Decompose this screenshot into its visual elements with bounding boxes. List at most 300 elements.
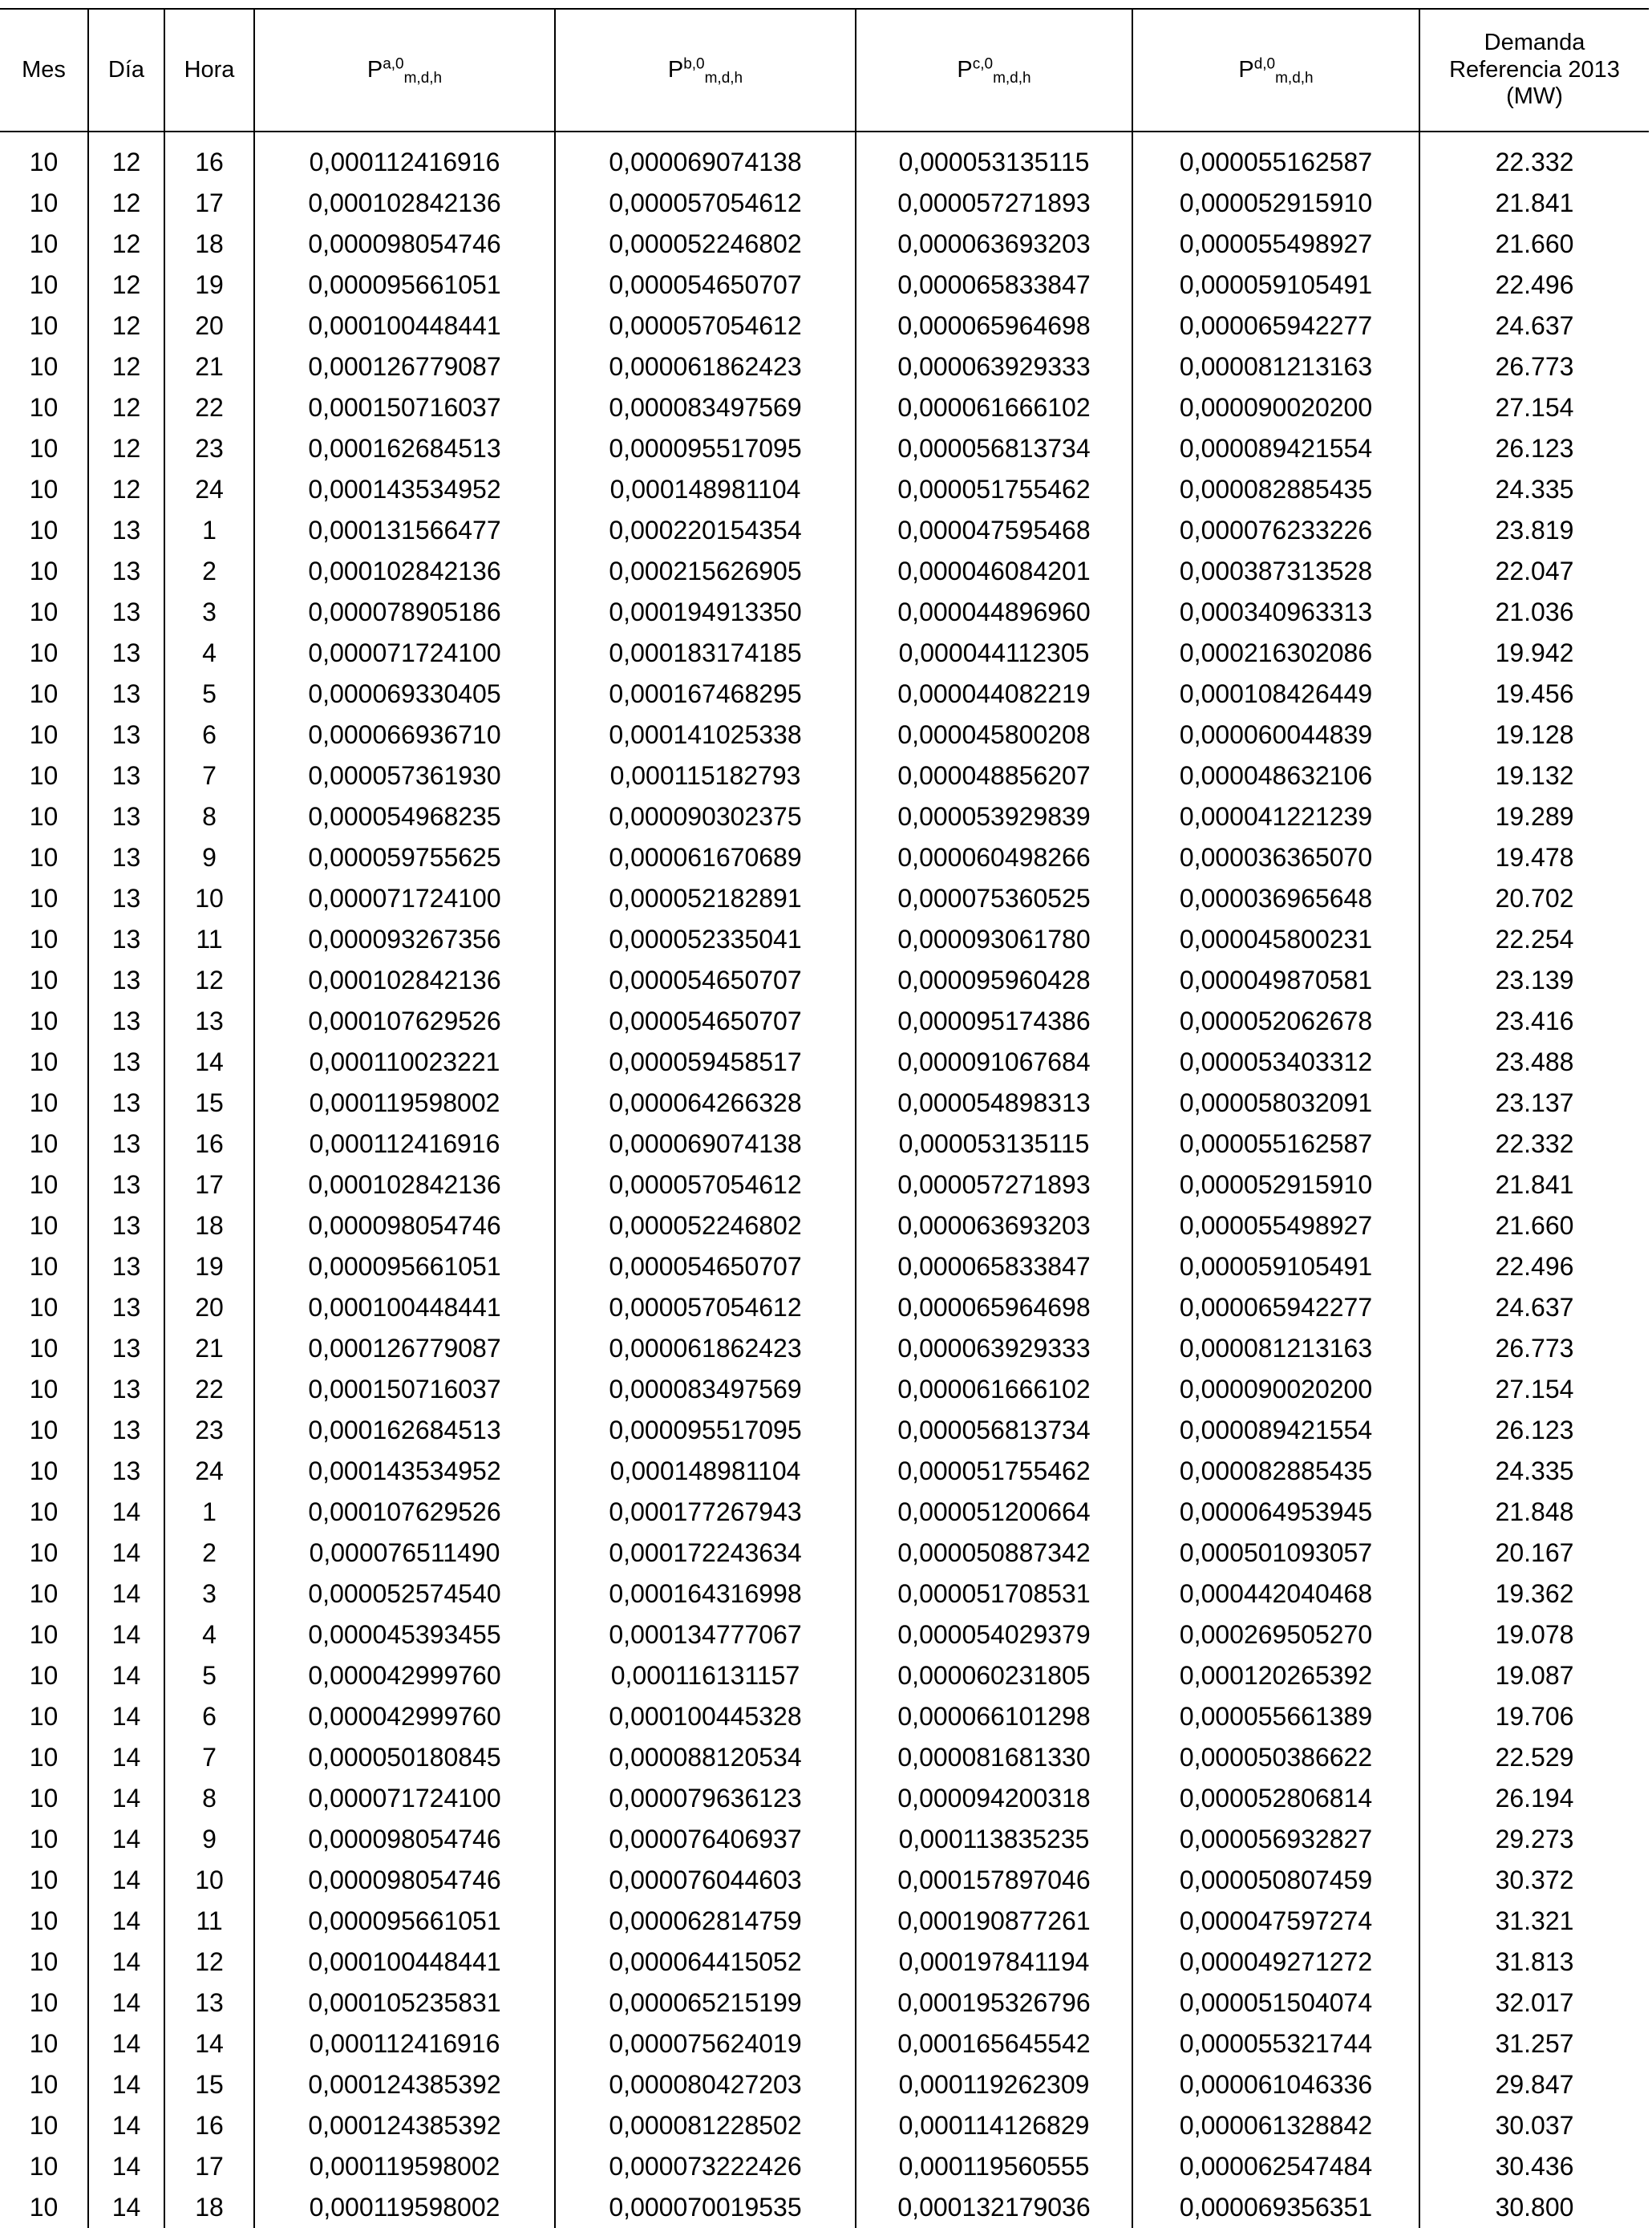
- pc-cell: 0,000063693203: [856, 1205, 1132, 1246]
- hora-cell: 4: [164, 1614, 254, 1655]
- table-row: [0, 755, 1649, 796]
- demanda-cell: 23.139: [1419, 960, 1649, 1001]
- pb-cell: 0,000095517095: [555, 428, 856, 469]
- dia-cell: 13: [88, 674, 164, 715]
- dia-cell: 13: [88, 919, 164, 960]
- table-row: [0, 346, 1649, 387]
- pb-cell: 0,000083497569: [555, 1369, 856, 1410]
- mes-cell: 10: [29, 2029, 59, 2058]
- hora-cell: 17: [164, 183, 254, 224]
- demanda-cell: 30.800: [1419, 2187, 1649, 2228]
- pc-cell: 0,000051755462: [856, 1451, 1132, 1492]
- header-pd-sub: m,d,h: [1275, 69, 1314, 87]
- header-pa-sub: m,d,h: [403, 69, 443, 87]
- dia-cell: 14: [88, 2187, 164, 2228]
- pa-cell: 0,000095661051: [254, 1246, 555, 1287]
- dia-cell: 14: [88, 1533, 164, 1574]
- table-row: [0, 715, 1649, 755]
- hora-cell: 9: [164, 1819, 254, 1860]
- hora-cell: 3: [164, 1574, 254, 1614]
- pc-cell: 0,000065964698: [856, 1287, 1132, 1328]
- demanda-cell: 29.847: [1419, 2064, 1649, 2105]
- mes-cell: 10: [29, 188, 59, 217]
- pd-cell: 0,000081213163: [1132, 1328, 1419, 1369]
- pa-cell: 0,000069330405: [254, 674, 555, 715]
- pc-cell: 0,000081681330: [856, 1737, 1132, 1778]
- mes-cell: 10: [29, 2152, 59, 2181]
- pd-cell: 0,000045800231: [1132, 919, 1419, 960]
- pc-cell: 0,000091067684: [856, 1042, 1132, 1083]
- dia-cell: 14: [88, 1737, 164, 1778]
- pa-cell: 0,000100448441: [254, 1942, 555, 1983]
- pa-cell: 0,000162684513: [254, 1410, 555, 1451]
- hora-cell: 11: [164, 919, 254, 960]
- pb-cell: 0,000061862423: [555, 346, 856, 387]
- dia-cell: 14: [88, 1574, 164, 1614]
- pc-cell: 0,000063693203: [856, 224, 1132, 265]
- table-row: [0, 2023, 1649, 2064]
- table-row: [0, 1614, 1649, 1655]
- demanda-cell: 24.637: [1419, 306, 1649, 346]
- mes-cell: 10: [29, 1456, 59, 1485]
- pb-cell: 0,000088120534: [555, 1737, 856, 1778]
- pa-cell: 0,000095661051: [254, 1901, 555, 1942]
- demanda-cell: 30.436: [1419, 2146, 1649, 2187]
- pc-cell: 0,000047595468: [856, 510, 1132, 551]
- pb-cell: 0,000052246802: [555, 224, 856, 265]
- table-header: [0, 9, 1649, 132]
- hora-cell: 18: [164, 224, 254, 265]
- pb-cell: 0,000083497569: [555, 387, 856, 428]
- pc-cell: 0,000054029379: [856, 1614, 1132, 1655]
- pa-cell: 0,000124385392: [254, 2105, 555, 2146]
- table-row: [0, 1165, 1649, 1205]
- pb-cell: 0,000061670689: [555, 837, 856, 878]
- pa-cell: 0,000112416916: [254, 1124, 555, 1165]
- dia-cell: 12: [88, 469, 164, 510]
- demanda-cell: 21.841: [1419, 183, 1649, 224]
- table-row: [0, 837, 1649, 878]
- mes-cell: 10: [29, 1211, 59, 1240]
- demanda-cell: 22.529: [1419, 1737, 1649, 1778]
- demanda-cell: 30.372: [1419, 1860, 1649, 1901]
- mes-cell: 10: [29, 1170, 59, 1199]
- table-row: [0, 2105, 1649, 2146]
- table-row: [0, 1287, 1649, 1328]
- dia-cell: 13: [88, 551, 164, 592]
- pd-cell: 0,000269505270: [1132, 1614, 1419, 1655]
- dia-cell: 13: [88, 1083, 164, 1124]
- hora-cell: 10: [164, 1860, 254, 1901]
- hora-cell: 4: [164, 633, 254, 674]
- demanda-cell: 19.087: [1419, 1655, 1649, 1696]
- pc-cell: 0,000063929333: [856, 1328, 1132, 1369]
- table-row: [0, 1083, 1649, 1124]
- demanda-cell: 19.132: [1419, 755, 1649, 796]
- pb-cell: 0,000061862423: [555, 1328, 856, 1369]
- hora-cell: 23: [164, 428, 254, 469]
- pb-cell: 0,000116131157: [555, 1655, 856, 1696]
- dia-cell: 13: [88, 633, 164, 674]
- mes-cell: 10: [29, 884, 59, 913]
- table-row: [0, 2146, 1649, 2187]
- mes-cell: 10: [29, 720, 59, 749]
- mes-cell: 10: [29, 1620, 59, 1649]
- pd-cell: 0,000076233226: [1132, 510, 1419, 551]
- mes-cell: 10: [29, 1334, 59, 1363]
- hora-cell: 1: [164, 510, 254, 551]
- dia-cell: 14: [88, 2023, 164, 2064]
- pa-cell: 0,000100448441: [254, 1287, 555, 1328]
- pd-cell: 0,000065942277: [1132, 306, 1419, 346]
- demanda-cell: 30.037: [1419, 2105, 1649, 2146]
- pb-cell: 0,000076044603: [555, 1860, 856, 1901]
- pc-cell: 0,000065964698: [856, 306, 1132, 346]
- pa-cell: 0,000100448441: [254, 306, 555, 346]
- dia-cell: 13: [88, 1369, 164, 1410]
- pd-cell: 0,000069356351: [1132, 2187, 1419, 2228]
- pd-cell: 0,000052062678: [1132, 1001, 1419, 1042]
- dia-cell: 13: [88, 1246, 164, 1287]
- header-gap-row: [0, 132, 1649, 142]
- hora-cell: 10: [164, 878, 254, 919]
- pa-cell: 0,000098054746: [254, 1205, 555, 1246]
- header-pd-sup: d,0: [1253, 55, 1276, 73]
- hora-cell: 14: [164, 2023, 254, 2064]
- pc-cell: 0,000093061780: [856, 919, 1132, 960]
- pb-cell: 0,000148981104: [555, 469, 856, 510]
- mes-cell: 10: [29, 1784, 59, 1813]
- demanda-cell: 20.167: [1419, 1533, 1649, 1574]
- hora-cell: 18: [164, 1205, 254, 1246]
- dia-cell: 13: [88, 1451, 164, 1492]
- pd-cell: 0,000442040468: [1132, 1574, 1419, 1614]
- table-row: [0, 1737, 1649, 1778]
- pb-cell: 0,000081228502: [555, 2105, 856, 2146]
- demanda-cell: 22.332: [1419, 1124, 1649, 1165]
- pb-cell: 0,000095517095: [555, 1410, 856, 1451]
- pc-cell: 0,000056813734: [856, 428, 1132, 469]
- pc-cell: 0,000050887342: [856, 1533, 1132, 1574]
- hora-cell: 9: [164, 837, 254, 878]
- mes-cell: 10: [29, 434, 59, 463]
- header-mes: Mes: [0, 9, 88, 132]
- hora-cell: 2: [164, 551, 254, 592]
- hora-cell: 6: [164, 715, 254, 755]
- pb-cell: 0,000073222426: [555, 2146, 856, 2187]
- table-row: [0, 142, 1649, 183]
- demanda-cell: 19.289: [1419, 796, 1649, 837]
- demanda-cell: 26.123: [1419, 428, 1649, 469]
- mes-cell: 10: [29, 475, 59, 504]
- demanda-cell: 31.257: [1419, 2023, 1649, 2064]
- mes-cell: 10: [29, 638, 59, 667]
- dia-cell: 13: [88, 1328, 164, 1369]
- header-pd: [1132, 9, 1419, 132]
- hora-cell: 19: [164, 1246, 254, 1287]
- demanda-cell: 19.478: [1419, 837, 1649, 878]
- pa-cell: 0,000143534952: [254, 469, 555, 510]
- dia-cell: 14: [88, 1778, 164, 1819]
- pa-cell: 0,000071724100: [254, 1778, 555, 1819]
- hora-cell: 21: [164, 1328, 254, 1369]
- pd-cell: 0,000065942277: [1132, 1287, 1419, 1328]
- mes-cell: 10: [29, 1497, 59, 1526]
- demanda-cell: 24.335: [1419, 1451, 1649, 1492]
- pa-cell: 0,000112416916: [254, 2023, 555, 2064]
- table-row: [0, 1860, 1649, 1901]
- header-pb-sup: b,0: [683, 55, 705, 73]
- pd-cell: 0,000059105491: [1132, 265, 1419, 306]
- pa-cell: 0,000059755625: [254, 837, 555, 878]
- pb-cell: 0,000054650707: [555, 960, 856, 1001]
- pc-cell: 0,000066101298: [856, 1696, 1132, 1737]
- hora-cell: 8: [164, 796, 254, 837]
- pa-cell: 0,000110023221: [254, 1042, 555, 1083]
- pc-cell: 0,000057271893: [856, 1165, 1132, 1205]
- demanda-cell: 31.813: [1419, 1942, 1649, 1983]
- table-row: [0, 674, 1649, 715]
- pa-cell: 0,000162684513: [254, 428, 555, 469]
- mes-cell: 10: [29, 1988, 59, 2017]
- header-pa-sup: a,0: [383, 55, 404, 73]
- pa-cell: 0,000126779087: [254, 1328, 555, 1369]
- table-row: [0, 919, 1649, 960]
- pc-cell: 0,000165645542: [856, 2023, 1132, 2064]
- dia-cell: 12: [88, 265, 164, 306]
- table-row: [0, 183, 1649, 224]
- pa-cell: 0,000150716037: [254, 387, 555, 428]
- pa-cell: 0,000150716037: [254, 1369, 555, 1410]
- demanda-cell: 29.273: [1419, 1819, 1649, 1860]
- mes-cell: 10: [29, 1007, 59, 1035]
- demanda-cell: 22.047: [1419, 551, 1649, 592]
- mes-cell: 10: [29, 557, 59, 585]
- pb-cell: 0,000177267943: [555, 1492, 856, 1533]
- pb-cell: 0,000057054612: [555, 1287, 856, 1328]
- pd-cell: 0,000082885435: [1132, 469, 1419, 510]
- pa-cell: 0,000102842136: [254, 960, 555, 1001]
- pc-cell: 0,000114126829: [856, 2105, 1132, 2146]
- demanda-cell: 26.773: [1419, 346, 1649, 387]
- pa-cell: 0,000078905186: [254, 592, 555, 633]
- hora-cell: 13: [164, 1983, 254, 2023]
- pb-cell: 0,000076406937: [555, 1819, 856, 1860]
- pa-cell: 0,000095661051: [254, 265, 555, 306]
- demanda-cell: 23.137: [1419, 1083, 1649, 1124]
- header-row: [0, 9, 1649, 132]
- pd-cell: 0,000036965648: [1132, 878, 1419, 919]
- mes-cell: 10: [29, 1865, 59, 1894]
- pb-cell: 0,000079636123: [555, 1778, 856, 1819]
- pd-cell: 0,000055498927: [1132, 224, 1419, 265]
- hora-cell: 24: [164, 1451, 254, 1492]
- pb-cell: 0,000057054612: [555, 306, 856, 346]
- mes-cell: 10: [29, 679, 59, 708]
- dia-cell: 14: [88, 1655, 164, 1696]
- hora-cell: 15: [164, 2064, 254, 2105]
- pa-cell: 0,000107629526: [254, 1001, 555, 1042]
- demanda-cell: 26.773: [1419, 1328, 1649, 1369]
- pd-cell: 0,000051504074: [1132, 1983, 1419, 2023]
- dia-cell: 14: [88, 2105, 164, 2146]
- pd-cell: 0,000055498927: [1132, 1205, 1419, 1246]
- pc-cell: 0,000061666102: [856, 1369, 1132, 1410]
- pb-cell: 0,000059458517: [555, 1042, 856, 1083]
- pc-cell: 0,000044112305: [856, 633, 1132, 674]
- pd-cell: 0,000501093057: [1132, 1533, 1419, 1574]
- hora-cell: 6: [164, 1696, 254, 1737]
- mes-cell: 10: [29, 802, 59, 831]
- pc-cell: 0,000051200664: [856, 1492, 1132, 1533]
- pd-cell: 0,000053403312: [1132, 1042, 1419, 1083]
- mes-cell: 10: [29, 761, 59, 790]
- hora-cell: 7: [164, 755, 254, 796]
- demanda-cell: 24.637: [1419, 1287, 1649, 1328]
- pb-cell: 0,000164316998: [555, 1574, 856, 1614]
- dia-cell: 13: [88, 592, 164, 633]
- pa-cell: 0,000052574540: [254, 1574, 555, 1614]
- pd-cell: 0,000340963313: [1132, 592, 1419, 633]
- pc-cell: 0,000195326796: [856, 1983, 1132, 2023]
- pd-cell: 0,000052915910: [1132, 1165, 1419, 1205]
- header-dia: Día: [88, 9, 164, 132]
- pa-cell: 0,000119598002: [254, 2146, 555, 2187]
- pc-cell: 0,000051755462: [856, 469, 1132, 510]
- dia-cell: 13: [88, 837, 164, 878]
- pd-cell: 0,000050807459: [1132, 1860, 1419, 1901]
- hora-cell: 22: [164, 387, 254, 428]
- mes-cell: 10: [29, 270, 59, 299]
- dia-cell: 14: [88, 2146, 164, 2187]
- demanda-cell: 19.706: [1419, 1696, 1649, 1737]
- hora-cell: 5: [164, 1655, 254, 1696]
- header-pb-base: P: [667, 56, 684, 83]
- pb-cell: 0,000054650707: [555, 1001, 856, 1042]
- pa-cell: 0,000071724100: [254, 878, 555, 919]
- dia-cell: 14: [88, 1860, 164, 1901]
- pb-cell: 0,000075624019: [555, 2023, 856, 2064]
- pb-cell: 0,000057054612: [555, 1165, 856, 1205]
- dia-cell: 13: [88, 715, 164, 755]
- table-row: [0, 1410, 1649, 1451]
- pb-cell: 0,000069074138: [555, 142, 856, 183]
- demanda-cell: 22.496: [1419, 1246, 1649, 1287]
- pa-cell: 0,000076511490: [254, 1533, 555, 1574]
- hora-cell: 23: [164, 1410, 254, 1451]
- demanda-cell: 19.456: [1419, 674, 1649, 715]
- mes-cell: 10: [29, 393, 59, 422]
- pb-cell: 0,000057054612: [555, 183, 856, 224]
- table-row: [0, 1942, 1649, 1983]
- pb-cell: 0,000064266328: [555, 1083, 856, 1124]
- mes-cell: 10: [29, 516, 59, 545]
- dia-cell: 12: [88, 387, 164, 428]
- pb-cell: 0,000070019535: [555, 2187, 856, 2228]
- mes-cell: 10: [29, 1416, 59, 1444]
- table-row: [0, 510, 1649, 551]
- header-pa: [254, 9, 555, 132]
- pd-cell: 0,000036365070: [1132, 837, 1419, 878]
- pd-cell: 0,000052915910: [1132, 183, 1419, 224]
- demanda-cell: 19.128: [1419, 715, 1649, 755]
- pd-cell: 0,000387313528: [1132, 551, 1419, 592]
- pc-cell: 0,000054898313: [856, 1083, 1132, 1124]
- pd-cell: 0,000041221239: [1132, 796, 1419, 837]
- table-row: [0, 633, 1649, 674]
- table-row: [0, 469, 1649, 510]
- mes-cell: 10: [29, 1129, 59, 1158]
- dia-cell: 13: [88, 796, 164, 837]
- pd-cell: 0,000061046336: [1132, 2064, 1419, 2105]
- pa-cell: 0,000045393455: [254, 1614, 555, 1655]
- table-row: [0, 1001, 1649, 1042]
- pa-cell: 0,000071724100: [254, 633, 555, 674]
- hora-cell: 20: [164, 1287, 254, 1328]
- table-row: [0, 1328, 1649, 1369]
- data-table: [0, 8, 1649, 2228]
- pd-cell: 0,000089421554: [1132, 428, 1419, 469]
- mes-cell: 10: [29, 1906, 59, 1935]
- pa-cell: 0,000124385392: [254, 2064, 555, 2105]
- pd-cell: 0,000120265392: [1132, 1655, 1419, 1696]
- pc-cell: 0,000053135115: [856, 1124, 1132, 1165]
- demanda-cell: 21.660: [1419, 1205, 1649, 1246]
- mes-cell: 10: [29, 843, 59, 872]
- header-demanda-line1: Demanda: [1484, 30, 1585, 56]
- pb-cell: 0,000052182891: [555, 878, 856, 919]
- pd-cell: 0,000064953945: [1132, 1492, 1419, 1533]
- pd-cell: 0,000090020200: [1132, 1369, 1419, 1410]
- hora-cell: 19: [164, 265, 254, 306]
- pb-cell: 0,000052335041: [555, 919, 856, 960]
- hora-cell: 24: [164, 469, 254, 510]
- pa-cell: 0,000143534952: [254, 1451, 555, 1492]
- pd-cell: 0,000052806814: [1132, 1778, 1419, 1819]
- hora-cell: 8: [164, 1778, 254, 1819]
- pb-cell: 0,000115182793: [555, 755, 856, 796]
- dia-cell: 13: [88, 960, 164, 1001]
- header-hora: Hora: [164, 9, 254, 132]
- demanda-cell: 22.254: [1419, 919, 1649, 960]
- pc-cell: 0,000095960428: [856, 960, 1132, 1001]
- mes-cell: 10: [29, 1702, 59, 1731]
- pd-cell: 0,000061328842: [1132, 2105, 1419, 2146]
- pb-cell: 0,000100445328: [555, 1696, 856, 1737]
- demanda-cell: 21.660: [1419, 224, 1649, 265]
- pb-cell: 0,000215626905: [555, 551, 856, 592]
- mes-cell: 10: [29, 1825, 59, 1853]
- pa-cell: 0,000042999760: [254, 1696, 555, 1737]
- demanda-cell: 21.848: [1419, 1492, 1649, 1533]
- dia-cell: 12: [88, 224, 164, 265]
- pd-cell: 0,000049271272: [1132, 1942, 1419, 1983]
- pc-cell: 0,000065833847: [856, 265, 1132, 306]
- pd-cell: 0,000058032091: [1132, 1083, 1419, 1124]
- table-row: [0, 1369, 1649, 1410]
- pc-cell: 0,000157897046: [856, 1860, 1132, 1901]
- dia-cell: 13: [88, 755, 164, 796]
- hora-cell: 16: [164, 1124, 254, 1165]
- dia-cell: 14: [88, 1492, 164, 1533]
- mes-cell: 10: [29, 1579, 59, 1608]
- pc-cell: 0,000048856207: [856, 755, 1132, 796]
- pc-cell: 0,000044082219: [856, 674, 1132, 715]
- dia-cell: 13: [88, 1042, 164, 1083]
- pc-cell: 0,000075360525: [856, 878, 1132, 919]
- mes-cell: 10: [29, 1538, 59, 1567]
- demanda-cell: 27.154: [1419, 1369, 1649, 1410]
